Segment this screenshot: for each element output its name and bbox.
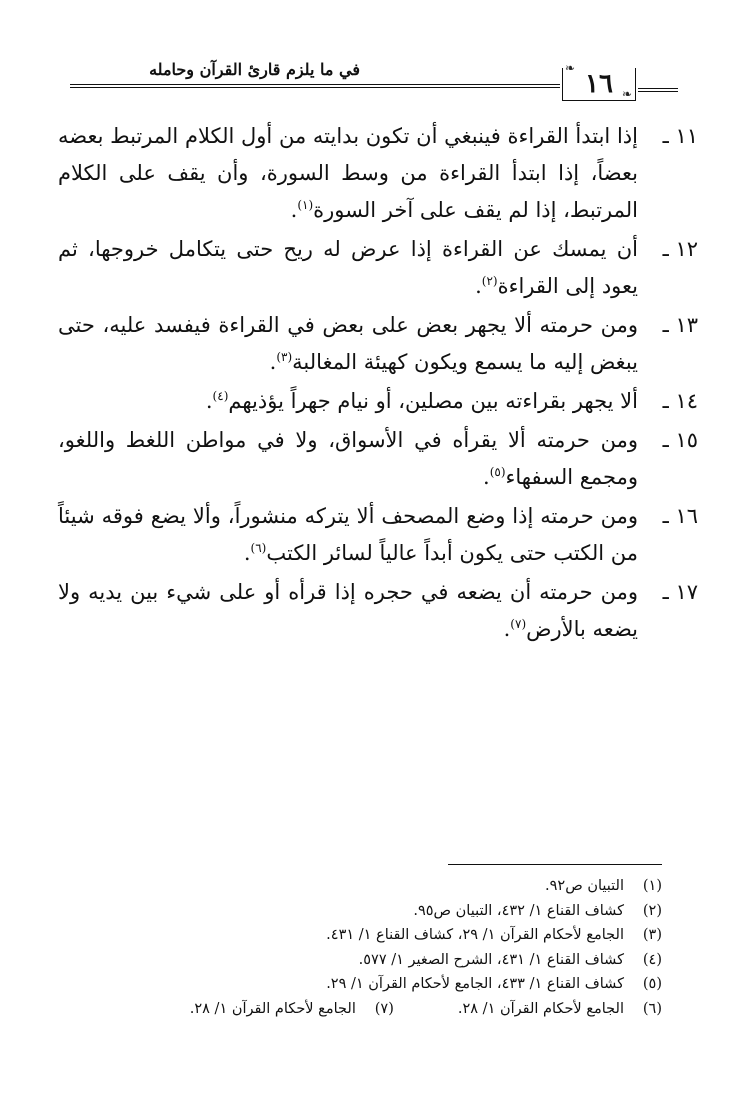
footnote-ref[interactable]: (٤) — [212, 389, 229, 403]
footnote-text: كشاف القناع ١/ ٤٣٢، التبيان ص٩٥. — [413, 902, 624, 919]
footnote-number: (٢) — [642, 902, 662, 919]
item-text: ومن حرمته ألا يجهر بعض على بعض في القراءة فيفسد عليه، حتى يبغض إليه ما يسمع ويكون كهيئة المغالبة$^{(٣)}$. — [58, 313, 638, 374]
footnote — [40, 948, 662, 973]
footnote-number: (٦) — [642, 1000, 662, 1017]
footnote-text: كشاف القناع ١/ ٤٣٣، الجامع لأحكام القرآن ١/ ٢٩. — [326, 976, 624, 992]
footnote — [40, 997, 662, 1022]
footnote-number: (١) — [642, 878, 662, 894]
footnote-text: كشاف القناع ١/ ٤٣١، الشرح الصغير ١/ ٥٧٧. — [358, 951, 624, 968]
footnote-text: الجامع لأحكام القرآن ١/ ٢٩، كشاف القناع ١/ ٤٣١. — [326, 927, 624, 943]
footnote-number: (٧) — [374, 1000, 394, 1017]
header-rule — [638, 88, 678, 89]
footnote-ref[interactable]: (١) — [297, 198, 314, 212]
ornament-icon: ❧ — [565, 61, 576, 75]
page-header — [60, 58, 680, 108]
page-number: ١٦ — [585, 69, 613, 99]
footnote-ref[interactable]: (٧) — [510, 617, 527, 631]
item-text: ومن حرمته إذا وضع المصحف ألا يتركه منشوراً، وألا يضع فوقه شيئاً من الكتب حتى يكون أبداً عالياً لسائر الكتب$^{(٦)}$. — [58, 504, 638, 565]
list-item — [58, 574, 698, 648]
footnote — [40, 972, 662, 997]
running-title: في ما يلزم قارئ القرآن وحامله — [149, 60, 360, 79]
footnote — [40, 923, 662, 948]
footnote-text: التبيان ص٩٢. — [545, 878, 624, 894]
footnote-number: (٤) — [642, 951, 662, 968]
footnote-gap — [394, 997, 458, 1022]
item-number: ١٥ ـ — [662, 428, 698, 452]
item-text: ومن حرمته ألا يقرأه في الأسواق، ولا في مواطن اللغط واللغو، ومجمع السفهاء$^{(٥)}$. — [58, 428, 638, 489]
item-number: ١٤ ـ — [662, 389, 698, 413]
footnote — [40, 874, 662, 899]
footnote-ref[interactable]: (٢) — [481, 274, 498, 288]
footnote-separator — [448, 864, 662, 865]
item-number: ١٢ ـ — [662, 237, 698, 261]
footnote-text: الجامع لأحكام القرآن ١/ ٢٨. — [189, 1000, 356, 1017]
item-number: ١٧ ـ — [662, 580, 698, 604]
item-number: ١١ ـ — [662, 124, 698, 148]
list-item — [58, 118, 698, 229]
footnote-ref[interactable]: (٦) — [250, 541, 267, 555]
list-item — [58, 231, 698, 305]
list-item — [58, 307, 698, 381]
list-item — [58, 422, 698, 496]
item-text: ومن حرمته أن يضعه في حجره إذا قرأه أو على شيء بين يديه ولا يضعه بالأرض$^{(٧)}$. — [58, 580, 638, 641]
footnote-text: الجامع لأحكام القرآن ١/ ٢٨. — [457, 1000, 624, 1017]
header-rule — [70, 84, 560, 85]
list-item — [58, 383, 698, 420]
footnote-number: (٥) — [642, 976, 662, 992]
footnotes — [40, 874, 662, 1021]
list-item — [58, 498, 698, 572]
header-rule — [638, 91, 678, 92]
header-rule — [70, 87, 560, 88]
item-text: أن يمسك عن القراءة إذا عرض له ريح حتى يتكامل خروجها، ثم يعود إلى القراءة$^{(٢)}$. — [58, 237, 638, 298]
footnote-ref[interactable]: (٥) — [489, 465, 506, 479]
item-number: ١٣ ـ — [662, 313, 698, 337]
item-number: ١٦ ـ — [662, 504, 698, 528]
item-text: ألا يجهر بقراءته بين مصلين، أو نيام جهراً يؤذيهم$^{(٤)}$. — [205, 389, 638, 413]
footnote-number: (٣) — [642, 927, 662, 943]
ornament-icon: ❧ — [622, 87, 633, 101]
item-text: إذا ابتدأ القراءة فينبغي أن تكون بدايته من أول الكلام المرتبط بعضه بعضاً، إذا ابتدأ القراءة من وسط السورة، وأن يقف على الكلام المرتبط، إذا لم يقف على آخر السورة$^{(١)}$. — [58, 124, 638, 222]
footnote-ref[interactable]: (٣) — [276, 350, 293, 364]
footnote — [40, 899, 662, 924]
numbered-list — [58, 118, 698, 650]
